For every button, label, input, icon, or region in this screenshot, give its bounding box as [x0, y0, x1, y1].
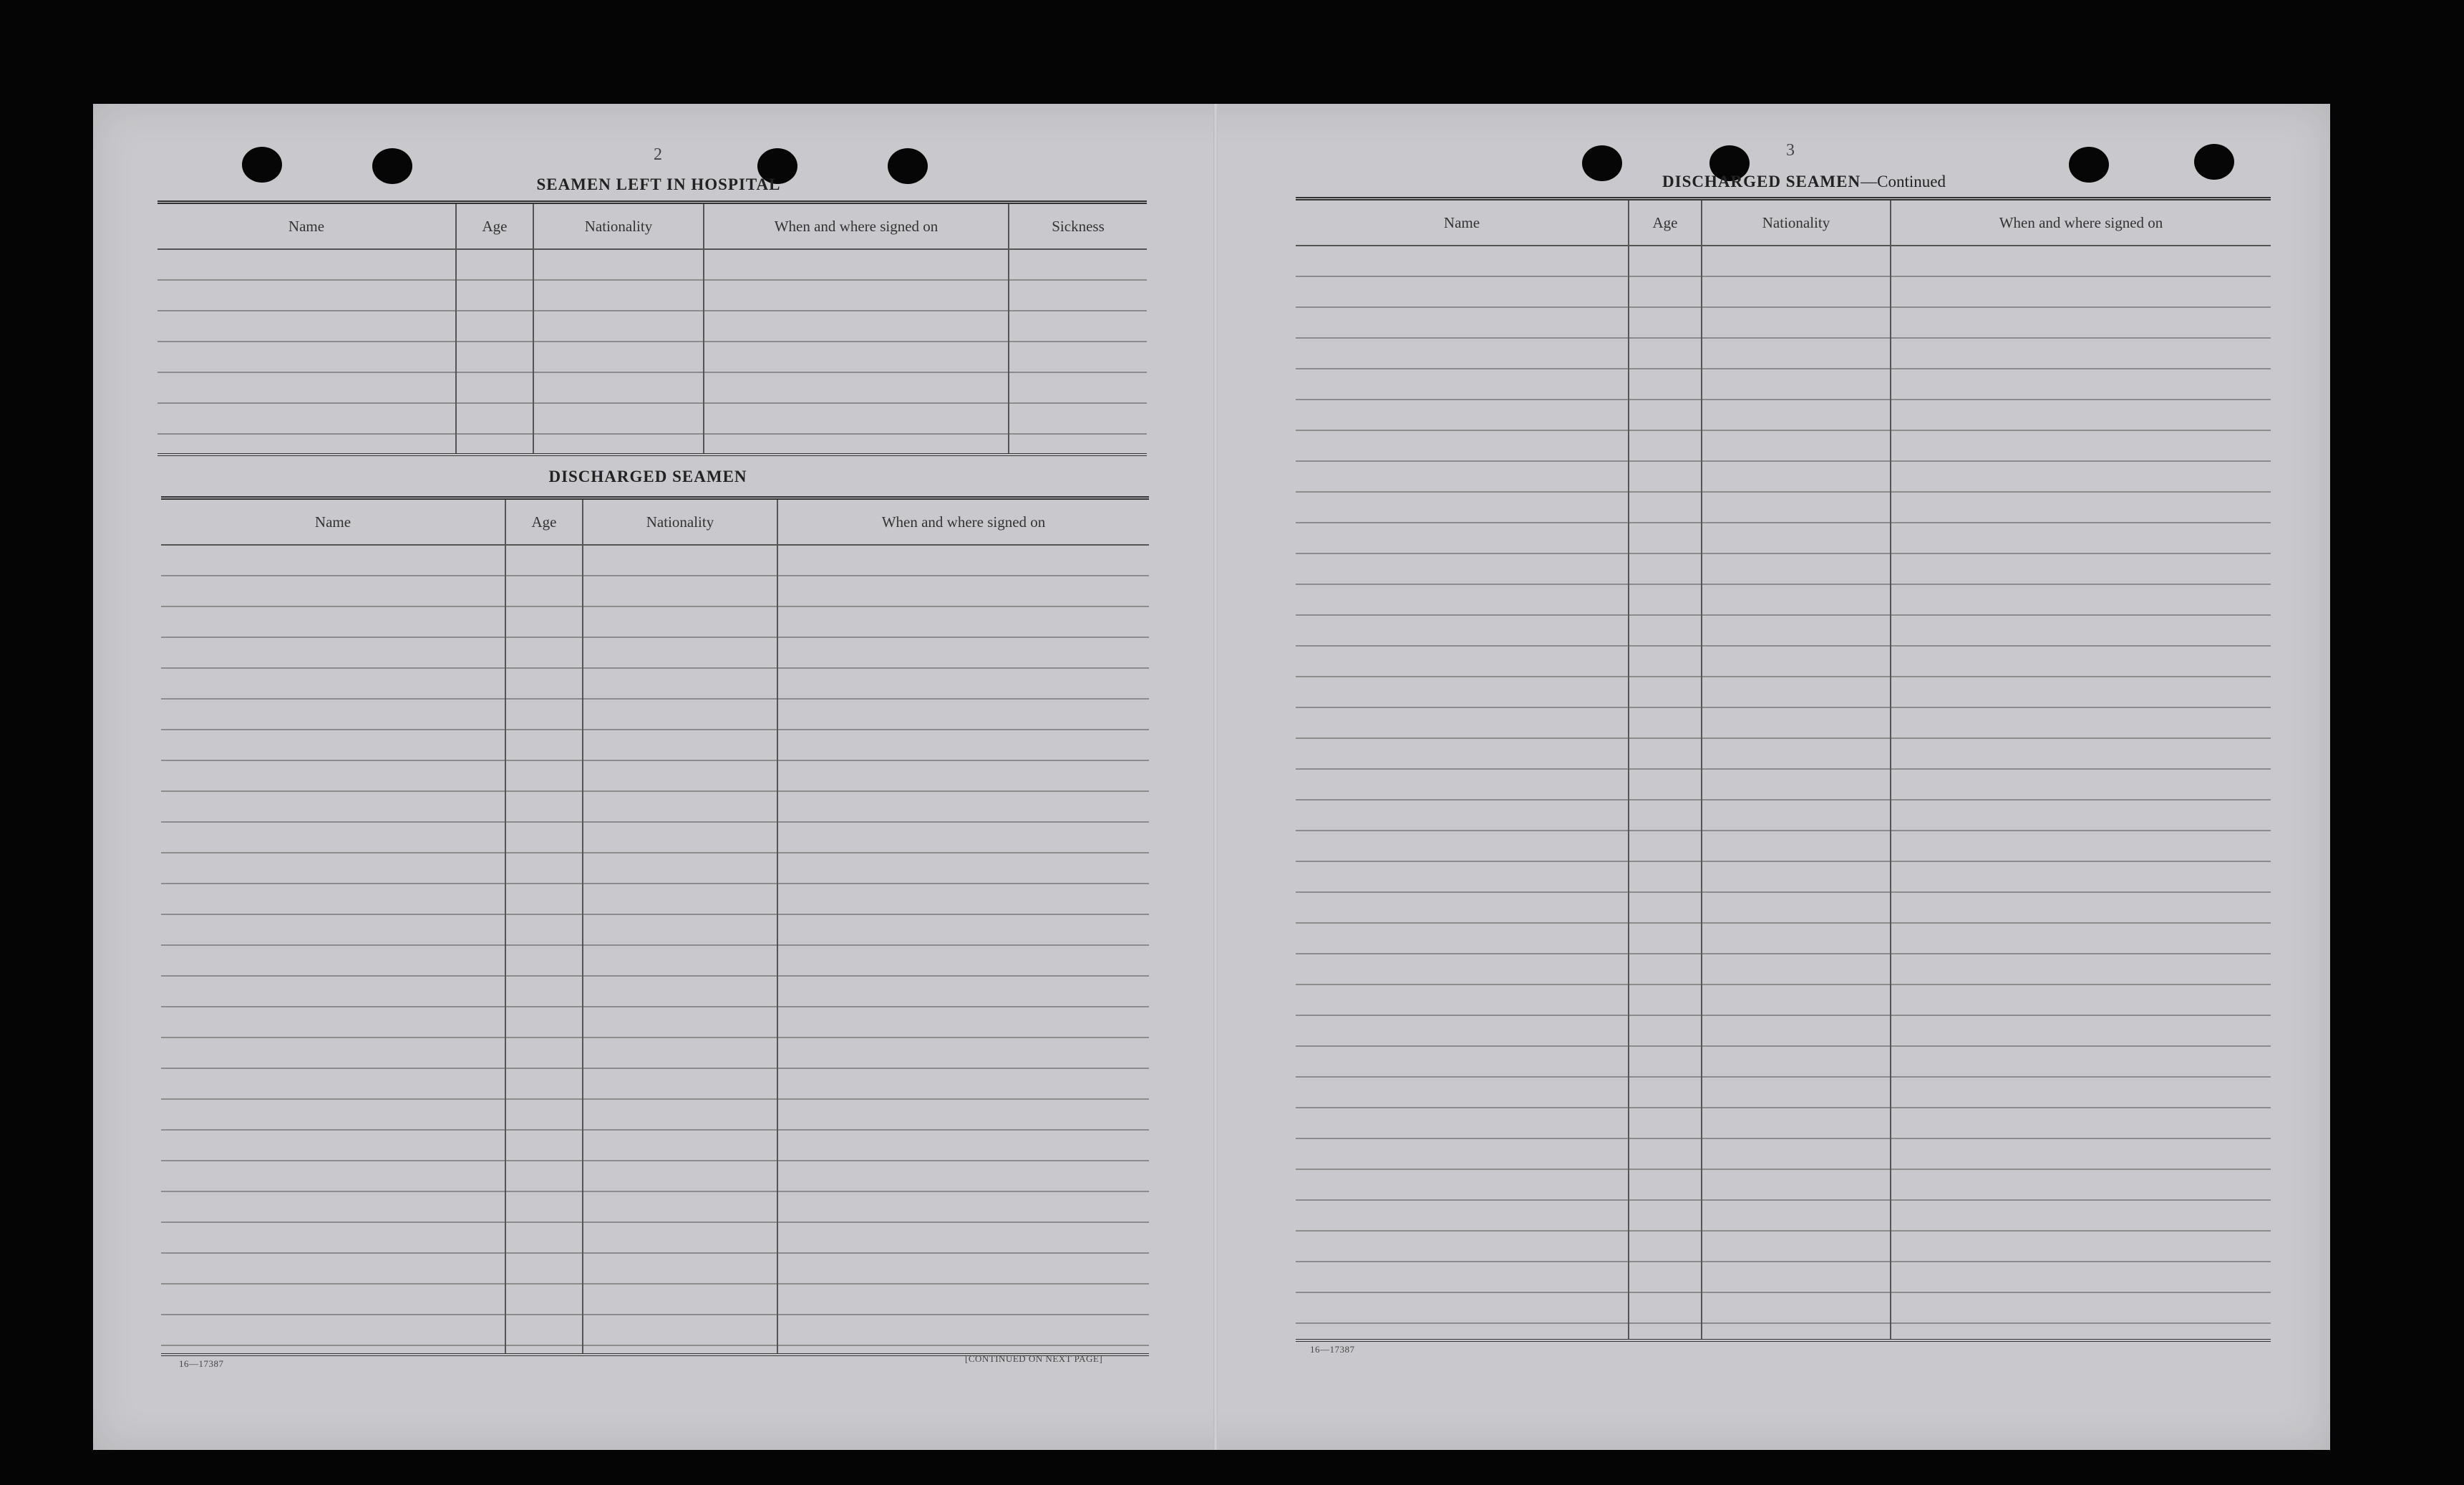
col-signed-on	[778, 500, 1149, 1353]
entry-rows	[534, 250, 703, 453]
entry-rows	[157, 250, 455, 453]
punch-hole	[2194, 144, 2234, 180]
col-header-age: Age	[506, 500, 582, 546]
entry-rows	[1702, 246, 1890, 1339]
col-signed-on	[704, 204, 1009, 453]
document-spread	[93, 104, 2330, 1450]
entry-rows	[778, 546, 1149, 1353]
entry-rows	[583, 546, 777, 1353]
page-number-right: 3	[1786, 141, 1795, 160]
title-suffix: —Continued	[1861, 173, 1946, 190]
entry-rows	[704, 250, 1008, 453]
col-name	[161, 500, 506, 1353]
col-header-name: Name	[161, 500, 505, 546]
col-header-age: Age	[1629, 200, 1701, 246]
col-name	[157, 204, 457, 453]
entry-rows	[506, 546, 582, 1353]
hospital-table	[157, 200, 1147, 456]
col-sickness	[1009, 204, 1147, 453]
page-number-left: 2	[654, 145, 662, 164]
col-header-nationality: Nationality	[534, 204, 703, 250]
col-name	[1296, 200, 1629, 1339]
col-header-name: Name	[157, 204, 455, 250]
entry-rows	[1629, 246, 1701, 1339]
entry-rows	[457, 250, 533, 453]
entry-rows	[1296, 246, 1628, 1339]
entry-rows	[1009, 250, 1147, 453]
col-age	[1629, 200, 1702, 1339]
discharged-continued-table	[1296, 197, 2271, 1342]
col-header-sickness: Sickness	[1009, 204, 1147, 250]
col-nationality	[583, 500, 778, 1353]
punch-hole	[242, 147, 282, 183]
col-header-signed-on: When and where signed on	[778, 500, 1149, 546]
col-nationality	[1702, 200, 1891, 1339]
title-main: DISCHARGED SEAMEN	[1662, 173, 1861, 190]
entry-rows	[1891, 246, 2271, 1339]
continued-note: [CONTINUED ON NEXT PAGE]	[965, 1353, 1103, 1364]
col-header-nationality: Nationality	[1702, 200, 1890, 246]
col-header-signed-on: When and where signed on	[704, 204, 1008, 250]
col-header-nationality: Nationality	[583, 500, 777, 546]
page-fold	[1213, 104, 1218, 1450]
col-nationality	[534, 204, 704, 453]
hospital-section-title: SEAMEN LEFT IN HOSPITAL	[536, 175, 781, 193]
col-signed-on	[1891, 200, 2271, 1339]
punch-hole	[1582, 145, 1622, 181]
col-age	[457, 204, 534, 453]
col-header-age: Age	[457, 204, 533, 250]
col-header-signed-on: When and where signed on	[1891, 200, 2271, 246]
punch-hole	[372, 148, 412, 184]
form-number-right: 16—17387	[1310, 1344, 1355, 1355]
entry-rows	[161, 546, 505, 1353]
discharged-section-title: DISCHARGED SEAMEN	[548, 468, 747, 485]
punch-hole	[888, 148, 928, 184]
col-age	[506, 500, 583, 1353]
col-header-name: Name	[1296, 200, 1628, 246]
form-number-left: 16—17387	[179, 1358, 224, 1369]
discharged-continued-title	[1625, 173, 1983, 191]
punch-hole	[2069, 147, 2109, 183]
discharged-table	[161, 496, 1149, 1356]
